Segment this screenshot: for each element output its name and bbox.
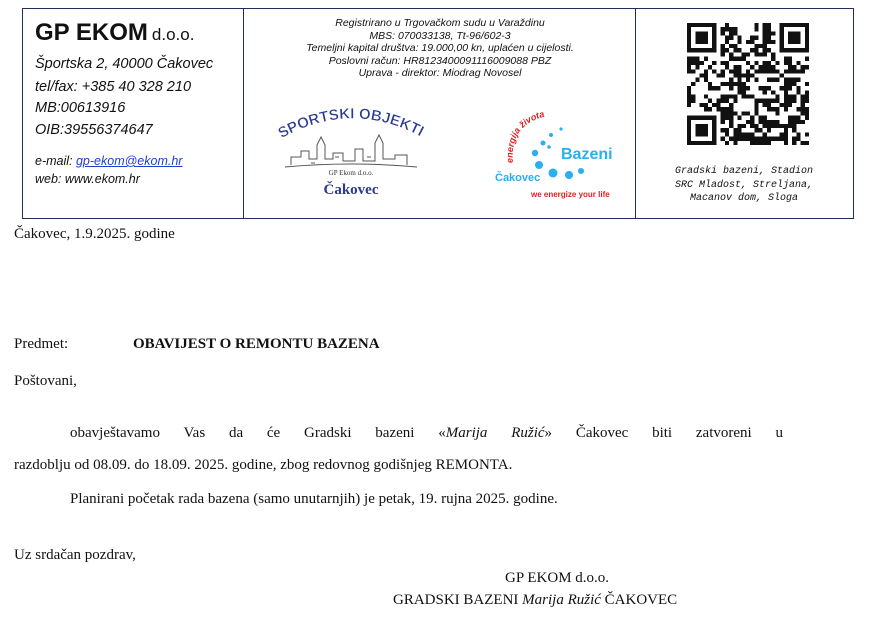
company-address: Športska 2, 40000 Čakovec: [35, 56, 214, 72]
bazeni-city: Čakovec: [495, 172, 541, 184]
company-info-column: [23, 9, 244, 218]
bazeni-slogan: we energize your life: [531, 190, 610, 199]
bazeni-name: Bazeni: [561, 146, 613, 163]
skyline-sketch: [285, 135, 417, 167]
signature-text-b: ČAKOVEC: [600, 592, 678, 608]
registration-line-3: Temeljni kapital društva: 19.000,00 kn, uplaćen u cijelosti.: [306, 42, 574, 55]
registration-line-2: MBS: 070033138, Tt-96/602-3: [369, 29, 511, 42]
registration-line-4: Poslovni račun: HR8123400091116009088 PBZ: [328, 54, 552, 67]
company-web: web: www.ekom.hr: [35, 172, 140, 186]
letterhead: [22, 8, 854, 219]
email-link[interactable]: gp-ekom@ekom.hr: [75, 154, 183, 168]
registration-line-1: Registrirano u Trgovačkom sudu u Varaždinu: [335, 17, 545, 29]
subject-title: OBAVIJEST O REMONTU BAZENA: [133, 336, 380, 352]
locations-list: [637, 165, 851, 206]
company-name: [35, 19, 194, 47]
bazeni-logo-graphic: [473, 101, 613, 201]
location-line-1: Gradski bazeni, Stadion: [674, 166, 814, 177]
subject-label: Predmet:: [14, 336, 69, 352]
bazeni-arc-text: energija života: [504, 108, 546, 164]
closing: Uz srdačan pozdrav,: [14, 547, 136, 563]
bazeni-logo: [473, 101, 613, 201]
paragraph-1-line-2: razdoblju od 08.09. do 18.09. 2025. godine, zbog redovnog godišnjeg REMONTA.: [14, 457, 513, 473]
sportski-objekti-small-text: GP Ekom d.o.o.: [328, 169, 374, 177]
p1-pool-name: Marija Ružić: [445, 425, 545, 441]
paragraph-1-line-1: [70, 425, 783, 442]
sportski-objekti-title: SPORTSKI OBJEKTI: [275, 105, 427, 142]
registration-line-5: Uprava - direktor: Miodrag Novosel: [358, 67, 522, 80]
sportski-objekti-logo-graphic: [271, 99, 431, 199]
company-oib: OIB:39556374647: [35, 122, 153, 138]
company-email-line: [35, 154, 182, 168]
company-suffix: d.o.o.: [151, 25, 195, 44]
p1-text-a: obavještavamo Vas da će Gradski bazeni «: [70, 425, 446, 441]
company-name-text: GP EKOM: [35, 19, 148, 46]
paragraph-2: Planirani početak rada bazena (samo unutarnjih) je petak, 19. rujna 2025. godine.: [70, 491, 558, 507]
sportski-objekti-city: Čakovec: [323, 182, 379, 198]
signature-text-a: GRADSKI BAZENI: [393, 592, 523, 608]
signature-line-2: [393, 592, 677, 609]
location-line-3: Macanov dom, Sloga: [689, 193, 799, 204]
email-label: e-mail:: [35, 154, 76, 168]
place-date: Čakovec, 1.9.2025. godine: [14, 226, 175, 242]
qr-code-icon: [687, 23, 809, 145]
signature-company: GP EKOM d.o.o.: [505, 570, 610, 586]
company-mb: MB:00613916: [35, 100, 126, 116]
sportski-objekti-logo: [271, 99, 431, 199]
salutation: Poštovani,: [14, 373, 77, 389]
location-line-2: SRC Mladost, Streljana,: [674, 179, 814, 191]
company-phone: tel/fax: +385 40 328 210: [35, 79, 192, 95]
signature-pool-name: Marija Ružić: [522, 592, 601, 608]
p1-text-b: » Čakovec biti zatvoreni u: [544, 425, 783, 441]
